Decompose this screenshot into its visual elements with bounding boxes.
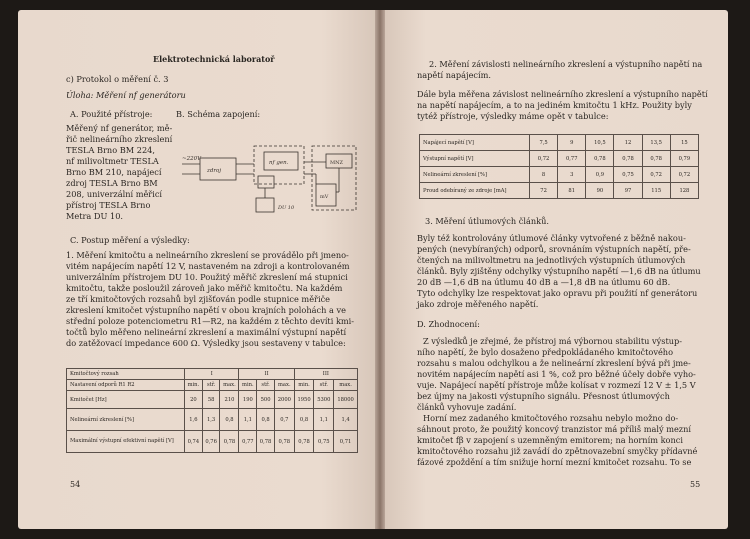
table-cell: Výstupní napětí [V] [420,151,530,167]
body-line: článků vyhovuje zadání. [417,402,517,412]
body-line: zkreslení kmitočet výstupního napětí v obou krajních polohách a ve [66,305,346,315]
table-cell: 0,78 [642,151,670,167]
table-cell: 20 [185,391,203,409]
body-line: Tyto odchylky lze respektovat jako opravu při použití nf generátoru [417,288,698,298]
table-cell: 500 [257,391,275,409]
table-cell: 0,72 [530,151,558,167]
instrument-line: zdroj TESLA Brno BM [66,178,158,188]
table-row [67,391,358,409]
table-cell: max. [334,380,358,391]
diagram-multimeter-label: DU 10 [278,205,295,211]
table-cell: 9 [558,135,586,151]
instrument-line: Brno BM 210, napájecí [66,167,162,177]
table-cell: 1,3 [202,409,220,431]
body-line: kmitočet fβ v zapojení s uzemněným emitorem; na horním konci [417,435,683,445]
table-cell: Nelineární zkreslení [%] [67,409,185,431]
body-line: jako zdroje měřeného napětí. [417,299,539,309]
table-cell: Napájecí napětí [V] [420,135,530,151]
table-cell: 12 [614,135,642,151]
table-cell: 1,4 [334,409,358,431]
table-cell: 0,72 [642,167,670,183]
body-line: čtených na milivoltmetru na jednotlivých výstupních útlumových [417,255,686,265]
table-cell: 0,78 [274,431,294,453]
body-line: ního napětí, že bylo dosaženo předpokládaného kmitočtového [417,347,674,357]
body-line: bez újmy na jakosti výstupního signálu. Přesnost útlumových [417,391,670,401]
table-row [420,151,699,167]
body-line: tytéž přístroje, výsledky máme opět v tabulce: [417,111,609,121]
body-line: rozsahu s malou odchylkou a že nelineární zkreslení bývá při jme- [417,358,691,368]
table-cell: max. [274,380,294,391]
table-cell: 128 [670,183,698,199]
table-cell: 72 [530,183,558,199]
table-cell: stř. [314,380,334,391]
table-cell: min. [239,380,257,391]
section-c-heading: C. Postup měření a výsledky: [70,235,190,245]
frequency-table [66,368,358,453]
task-title: Úloha: Měření nf generátoru [66,90,186,100]
table-cell: 0,75 [614,167,642,183]
table-cell: 0,74 [185,431,203,453]
table-cell: II [239,369,294,380]
table-row [67,431,358,453]
section-a-heading: A. Použité přístroje: [70,109,153,119]
body-line: na napětí napájecím, a to na jediném kmitočtu 1 kHz. Použity byly [417,100,692,110]
table-cell: 0,78 [257,431,275,453]
table-cell: 115 [642,183,670,199]
table-cell: Maximální výstupní efektivní napětí [V] [67,431,185,453]
table-cell: stř. [202,380,220,391]
table-cell: 1,6 [185,409,203,431]
section-2-heading: 2. Měření závislosti nelineárního zkreslení a výstupního napětí na [429,59,703,69]
table-cell: 0,78 [586,151,614,167]
section-b-heading: B. Schéma zapojení: [176,109,261,119]
book-gutter [375,10,385,529]
table-cell: min. [185,380,203,391]
table-cell: 8 [530,167,558,183]
table-cell: 0,71 [334,431,358,453]
diagram-mains-label: ~220V [182,156,202,162]
table-row [67,369,358,380]
table-cell: 0,79 [670,151,698,167]
table-cell: 0,78 [220,431,239,453]
table-cell: 1,1 [239,409,257,431]
running-header: Elektrotechnická laboratoř [153,54,275,64]
table-cell: 0,8 [220,409,239,431]
body-line: sáhnout proto, že použitý koncový tranzistor má příliš malý mezní [417,424,692,434]
table-cell: Nastavení odporů R1 R2 [67,380,185,391]
instrument-line: Měřený nf generátor, mě- [66,123,173,133]
circuit-diagram [180,122,370,217]
instrument-line: Metra DU 10. [66,211,124,221]
table-cell: 3 [558,167,586,183]
table-cell: 13,5 [642,135,670,151]
table-cell: stř. [257,380,275,391]
section-2-heading-cont: napětí napájecím. [417,70,491,80]
instrument-line: nf milivoltmetr TESLA [66,156,159,166]
body-line: fázové zpoždění a tím snižuje horní mezní kmitočet rozsahu. To se [417,457,692,467]
table-cell: 5300 [314,391,334,409]
table-cell: 97 [614,183,642,199]
diagram-source-label: zdroj [207,168,222,174]
table-cell: 0,75 [314,431,334,453]
instrument-line: TESLA Brno BM 224, [66,145,155,155]
table-row [67,380,358,391]
table-cell: min. [294,380,314,391]
table-cell: 10,5 [586,135,614,151]
instrument-line: 208, univerzální měřicí [66,189,163,199]
body-line: 1. Měření kmitočtu a nelineárního zkreslení se provádělo při jmeno- [66,250,349,260]
table-cell: 15 [670,135,698,151]
left-page [18,10,375,529]
body-line: 20 dB —1,6 dB na útlumu 40 dB a —1,8 dB na útlumu 60 dB. [417,277,671,287]
body-line: kmitočtového rozsahu již zavádí do zpětnovazební smyčky přídavné [417,446,698,456]
body-line: Horní mez zadaného kmitočtového rozsahu nebylo možno do- [423,413,679,423]
diagram-milivolt-label: mV [320,194,329,200]
instrument-line: přístroj TESLA Brno [66,200,151,210]
table-cell: 0,8 [257,409,275,431]
body-line: Dále byla měřena závislost nelineárního zkreslení a výstupního napětí [417,89,708,99]
section-3-heading: 3. Měření útlumových článků. [425,216,549,226]
body-line: ze tří kmitočtových rozsahů byl zjišťován podle stupnice měřiče [66,294,330,304]
body-line: Byly též kontrolovány útlumové články vytvořené z běžně nakou- [417,233,686,243]
table-row [420,167,699,183]
body-line: článků. Byly zjištěny odchylky výstupního napětí —1,6 dB na útlumu [417,266,701,276]
table-cell: Proud odebíraný ze zdroje [mA] [420,183,530,199]
diagram-distortion-label: MNZ [330,160,343,166]
body-line: pených (nevybíraných) odporů, srovnáním výstupních napětí, pře- [417,244,691,254]
table-cell: I [185,369,239,380]
voltage-table [419,134,699,199]
table-cell: Nelineární zkreslení [%] [420,167,530,183]
table-cell: 7,5 [530,135,558,151]
right-page [385,10,728,529]
table-cell: 0,72 [670,167,698,183]
body-line: kmitočtu, takže posloužil zároveň jako měřič kmitočtu. Na každém [66,283,343,293]
body-line: Z výsledků je zřejmé, že přístroj má výbornou stabilitu výstup- [423,336,683,346]
table-cell: 0,9 [586,167,614,183]
body-line: novitém napájecím napětí asi 1 %, což pro běžné účely dobře vyho- [417,369,696,379]
page-number-left: 54 [70,480,81,489]
table-cell: 0,7 [274,409,294,431]
body-line: střední poloze potenciometru R1—R2, na každém z těchto devíti kmi- [66,316,355,326]
body-line: univerzálním přístrojem DU 10. Použitý měřič zkreslení má stupnici [66,272,348,282]
table-cell: 1,1 [314,409,334,431]
table-cell: 0,8 [294,409,314,431]
table-cell: 1950 [294,391,314,409]
protocol-title: c) Protokol o měření č. 3 [66,74,169,84]
table-cell: 0,76 [202,431,220,453]
diagram-generator-label: nf gen. [269,160,289,166]
instrument-line: řič nelineárního zkreslení [66,134,173,144]
body-line: točtů bylo měřeno nelineární zkreslení a maximální výstupní napětí [66,327,347,337]
table-cell: III [294,369,357,380]
table-cell: 0,78 [294,431,314,453]
table-cell: 18000 [334,391,358,409]
table-cell: 0,77 [558,151,586,167]
table-cell: 58 [202,391,220,409]
table-cell: 190 [239,391,257,409]
table-cell: Kmitočtový rozsah [67,369,185,380]
table-cell: 0,78 [614,151,642,167]
table-cell: 2000 [274,391,294,409]
page-number-right: 55 [690,480,701,489]
table-row [420,135,699,151]
table-cell: 90 [586,183,614,199]
table-cell: max. [220,380,239,391]
table-row [67,409,358,431]
table-cell: 0,77 [239,431,257,453]
body-line: do zatěžovací impedance 600 Ω. Výsledky jsou sestaveny v tabulce: [66,338,346,348]
table-cell: 210 [220,391,239,409]
section-d-heading: D. Zhodnocení: [417,319,480,329]
table-row [420,183,699,199]
table-cell: Kmitočet [Hz] [67,391,185,409]
body-line: vuje. Napájecí napětí přístroje může kolísat v rozmezí 12 V ± 1,5 V [417,380,696,390]
table-cell: 81 [558,183,586,199]
body-line: vitém napájecím napětí 12 V, nastaveném na zdroji a kontrolovaném [66,261,350,271]
